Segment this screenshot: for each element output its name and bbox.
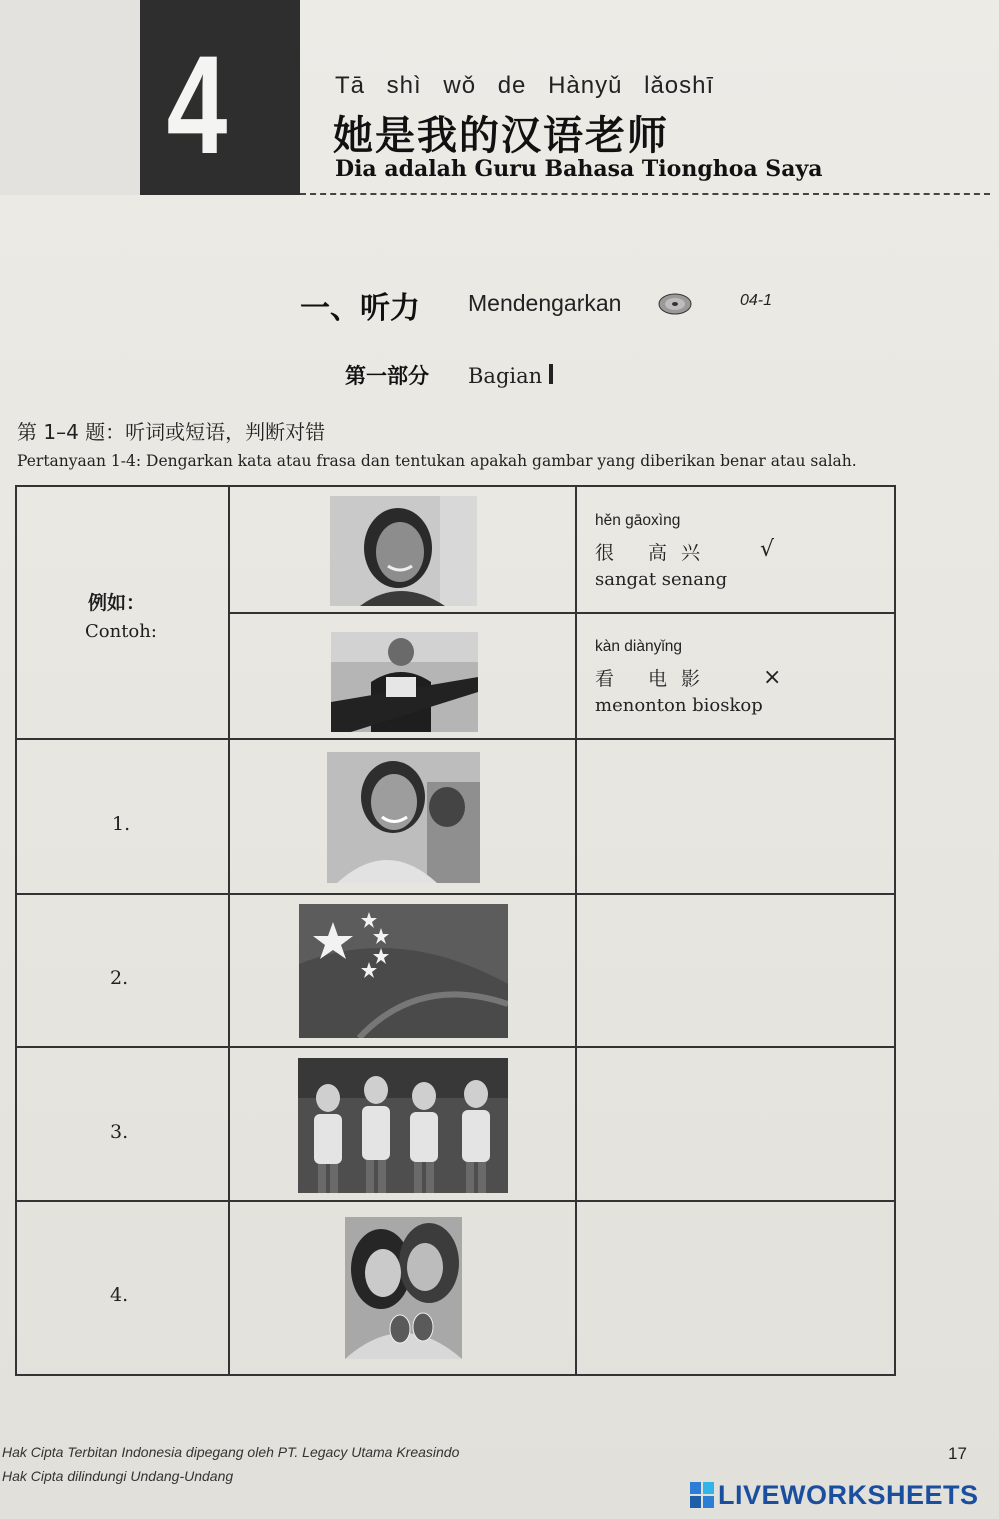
part-title-id: Bagian bbox=[468, 364, 543, 388]
title-chinese: 她是我的汉语老师 bbox=[333, 113, 669, 159]
liveworksheets-logo-icon bbox=[690, 1482, 714, 1508]
question-2-photo bbox=[299, 904, 508, 1038]
question-4-photo bbox=[345, 1217, 462, 1359]
section-title-id: Mendengarkan bbox=[468, 290, 622, 316]
question-3-photo bbox=[298, 1058, 508, 1193]
question-1-photo bbox=[327, 752, 480, 883]
header-divider bbox=[300, 193, 990, 195]
chapter-block bbox=[0, 0, 300, 195]
example-photo-man-piano bbox=[331, 632, 478, 732]
table-divider bbox=[16, 738, 895, 740]
table-divider bbox=[228, 486, 230, 1375]
question-number: 4. bbox=[110, 1284, 129, 1306]
example-2-pinyin: kàn diànyǐng bbox=[595, 638, 683, 655]
instructions-id: Pertanyaan 1-4: Dengarkan kata atau frasa dan tentukan apakah gambar yang diberikan benar atau salah. bbox=[17, 452, 857, 470]
chapter-number: 4 bbox=[166, 26, 228, 183]
copyright-line-2: Hak Cipta dilindungi Undang-Undang bbox=[2, 1468, 234, 1484]
table-divider bbox=[16, 893, 895, 895]
title-indonesian: Dia adalah Guru Bahasa Tionghoa Saya bbox=[335, 156, 823, 182]
track-number: 04-1 bbox=[740, 292, 773, 309]
question-number: 1. bbox=[112, 813, 131, 835]
table-divider bbox=[16, 1046, 895, 1048]
example-photo-smiling-girl bbox=[330, 496, 477, 606]
page-number: 17 bbox=[948, 1444, 967, 1463]
cross-mark: × bbox=[763, 665, 782, 690]
example-1-pinyin: hěn gāoxìng bbox=[595, 512, 681, 529]
question-number: 3. bbox=[110, 1121, 129, 1143]
example-label-id: Contoh: bbox=[85, 621, 157, 642]
cd-icon[interactable] bbox=[658, 292, 692, 316]
instructions-cn: 第 1–4 题：听词或短语，判断对错 bbox=[17, 420, 326, 444]
example-2-meaning: menonton bioskop bbox=[595, 695, 763, 716]
copyright-line-1: Hak Cipta Terbitan Indonesia dipegang oleh PT. Legacy Utama Kreasindo bbox=[2, 1444, 460, 1460]
brand-text: LIVEWORKSHEETS bbox=[718, 1479, 979, 1510]
question-number: 2. bbox=[110, 967, 129, 989]
table-divider bbox=[229, 612, 895, 614]
part-title-cn: 第一部分 bbox=[345, 364, 429, 388]
example-1-hanzi: 很 高兴 bbox=[595, 542, 715, 564]
example-1-meaning: sangat senang bbox=[595, 569, 728, 590]
table-divider bbox=[575, 486, 577, 1375]
liveworksheets-brand[interactable] bbox=[690, 1480, 979, 1510]
check-mark: √ bbox=[760, 537, 775, 562]
table-divider bbox=[16, 1200, 895, 1202]
title-pinyin: Tā shì wǒ de Hànyǔ lǎoshī bbox=[335, 72, 715, 99]
example-label-cn: 例如： bbox=[88, 592, 146, 614]
section-title-cn: 一、听力 bbox=[300, 291, 420, 326]
example-2-hanzi: 看 电影 bbox=[595, 668, 715, 690]
part-roman-one bbox=[549, 364, 553, 384]
